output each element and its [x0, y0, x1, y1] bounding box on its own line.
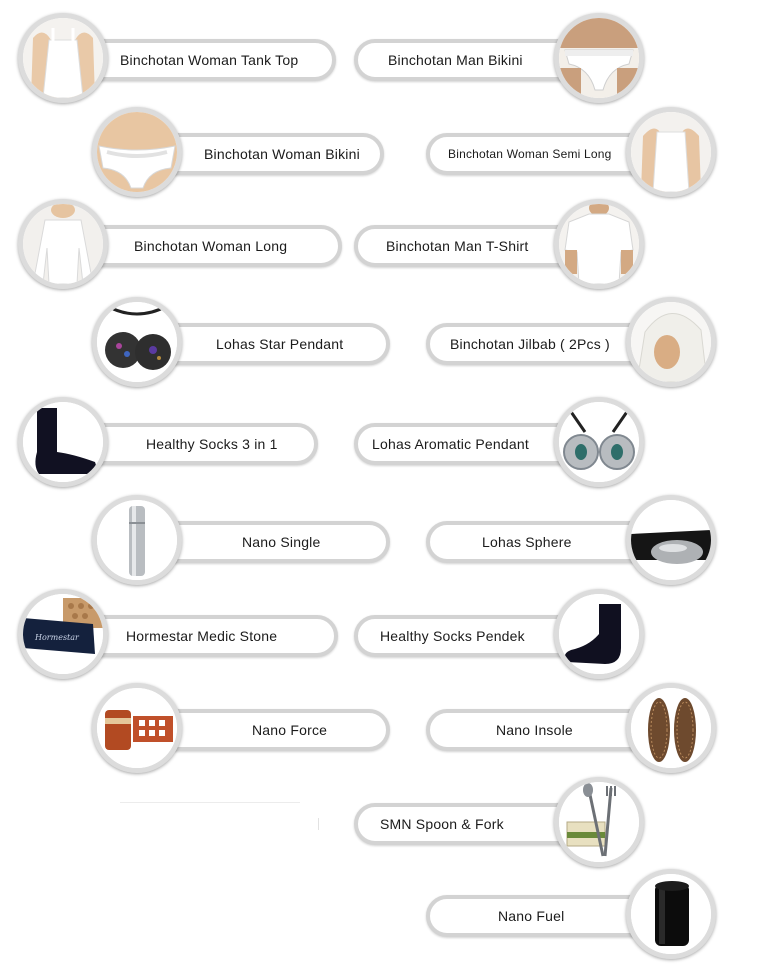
product-label: Binchotan Jilbab ( 2Pcs ) — [450, 336, 610, 352]
aromatic-pendant-image — [554, 397, 644, 487]
product-binchotan-woman-tank-top[interactable] — [18, 10, 318, 106]
lohas-sphere-image — [626, 495, 716, 585]
product-label: Lohas Aromatic Pendant — [372, 436, 529, 452]
product-label: Lohas Sphere — [482, 534, 572, 550]
nano-single-image — [92, 495, 182, 585]
nano-force-image — [92, 683, 182, 773]
jilbab-image — [626, 297, 716, 387]
man-bikini-image — [554, 13, 644, 103]
product-binchotan-man-t-shirt[interactable] — [354, 196, 654, 292]
star-pendant-image — [92, 297, 182, 387]
product-label: Binchotan Woman Semi Long — [448, 147, 612, 161]
product-label: Lohas Star Pendant — [216, 336, 344, 352]
svg-text:Hormestar: Hormestar — [35, 633, 79, 642]
product-lohas-aromatic-pendant[interactable] — [354, 394, 654, 490]
product-lohas-star-pendant[interactable] — [92, 294, 392, 390]
product-binchotan-woman-bikini[interactable] — [92, 104, 392, 200]
product-hormestar-medic-stone[interactable] — [18, 586, 338, 682]
nano-insole-image — [626, 683, 716, 773]
product-label: Nano Single — [242, 534, 321, 550]
woman-bikini-image — [92, 107, 182, 197]
medic-stone-image — [18, 589, 108, 679]
product-nano-fuel[interactable] — [426, 866, 726, 962]
product-smn-spoon-and-fork[interactable] — [354, 774, 654, 870]
semi-long-image — [626, 107, 716, 197]
product-label: Binchotan Man T-Shirt — [386, 238, 529, 254]
divider-line — [120, 802, 300, 803]
product-label: Binchotan Man Bikini — [388, 52, 523, 68]
product-nano-force[interactable] — [92, 680, 392, 776]
product-binchotan-man-bikini[interactable] — [354, 10, 654, 106]
product-label: Binchotan Woman Long — [134, 238, 288, 254]
spoon-and-fork-image — [554, 777, 644, 867]
product-nano-single[interactable] — [92, 492, 392, 588]
socks-pendek-image — [554, 589, 644, 679]
product-healthy-socks-3-in-1[interactable] — [18, 394, 338, 490]
product-healthy-socks-pendek[interactable] — [354, 586, 654, 682]
product-binchotan-jilbab[interactable] — [426, 294, 726, 390]
product-binchotan-woman-long[interactable] — [18, 196, 338, 292]
woman-long-image — [18, 199, 108, 289]
product-label: Nano Insole — [496, 722, 573, 738]
product-label: Hormestar Medic Stone — [126, 628, 278, 644]
product-label: Healthy Socks Pendek — [380, 628, 525, 644]
tank-top-image — [18, 13, 108, 103]
nano-fuel-image — [626, 869, 716, 959]
product-label: SMN Spoon & Fork — [380, 816, 504, 832]
product-label: Nano Force — [252, 722, 328, 738]
divider-tick — [318, 818, 319, 830]
product-label: Binchotan Woman Tank Top — [120, 52, 299, 68]
product-label: Healthy Socks 3 in 1 — [146, 436, 278, 452]
product-label: Nano Fuel — [498, 908, 565, 924]
product-nano-insole[interactable] — [426, 680, 726, 776]
product-lohas-sphere[interactable] — [426, 492, 726, 588]
product-binchotan-woman-semi-long[interactable] — [426, 104, 726, 200]
product-label: Binchotan Woman Bikini — [204, 146, 360, 162]
man-t-shirt-image — [554, 199, 644, 289]
socks-3-in-1-image — [18, 397, 108, 487]
